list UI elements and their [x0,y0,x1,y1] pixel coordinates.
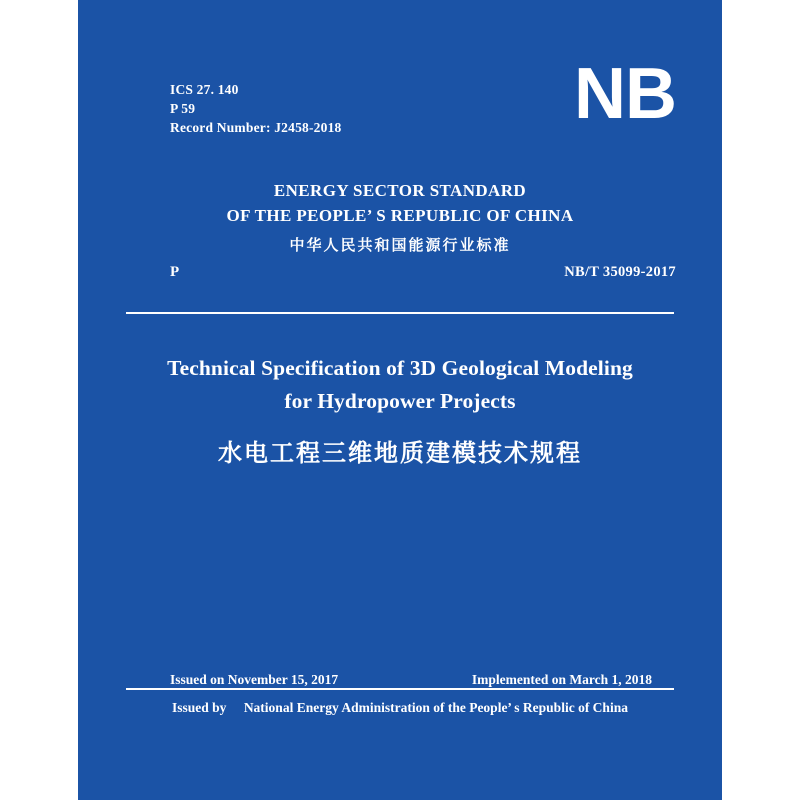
title-english-line1: Technical Specification of 3D Geological Modeling [167,356,633,380]
divider-top [126,312,674,314]
standard-number: NB/T 35099-2017 [564,264,676,280]
standard-header [78,178,722,258]
dates-row [170,672,652,688]
standard-header-line2: OF THE PEOPLE’ S REPUBLIC OF CHINA [226,206,574,225]
issuer-row [78,700,722,716]
standard-header-chinese: 中华人民共和国能源行业标准 [289,236,511,254]
document-title [78,352,722,470]
p-code: P 59 [170,101,196,116]
title-english-line2: for Hydropower Projects [284,389,516,413]
issued-by-organization: National Energy Administration of the People’ s Republic of China [243,700,628,715]
ics-code: ICS 27. 140 [170,82,239,97]
code-block [170,80,630,137]
issued-on-date: Issued on November 15, 2017 [170,672,339,687]
divider-bottom [126,688,674,690]
record-number: Record Number: J2458-2018 [170,120,342,135]
classification-code: P [170,264,180,280]
nb-logo: NB [574,54,676,134]
standard-cover [78,0,722,800]
implemented-on-date: Implemented on March 1, 2018 [471,672,652,687]
classification-row [170,264,676,281]
standard-header-line1: ENERGY SECTOR STANDARD [273,181,527,200]
title-chinese: 水电工程三维地质建模技术规程 [218,439,582,467]
issued-by-label: Issued by [172,700,227,715]
